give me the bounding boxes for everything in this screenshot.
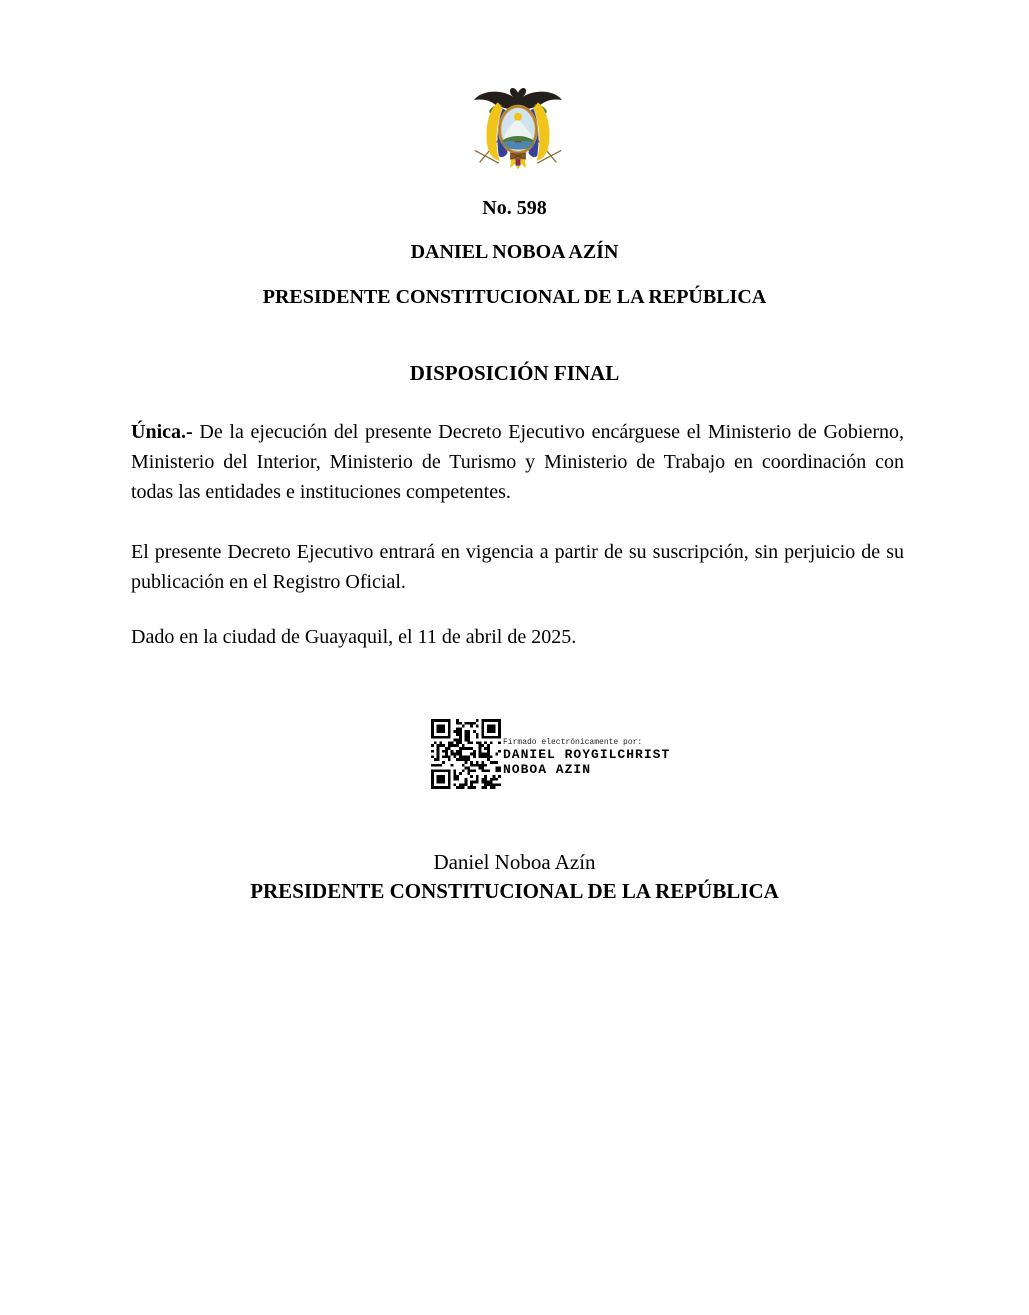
qr-code [431,719,501,789]
signed-electronically-label: Firmado electrónicamente por: [503,738,643,747]
section-heading: DISPOSICIÓN FINAL [409,361,620,385]
president-title-heading: PRESIDENTE CONSTITUCIONAL DE LA REPÚBLICA [262,286,767,308]
signer-stamp-name-line2: NOBOA AZIN [503,762,592,777]
signer-stamp-name-line1: DANIEL ROYGILCHRIST [503,747,671,762]
president-name-heading: DANIEL NOBOA AZÍN [410,241,619,263]
shield-sun [514,113,522,121]
issued-at-paragraph: Dado en la ciudad de Guayaquil, el 11 de abril de 2025. [131,626,577,648]
signature-stamp-text [503,719,670,777]
ecuador-coat-of-arms-icon [470,78,566,178]
decree-number: No. 598 [482,197,547,219]
article-lead: Única.- [131,421,193,443]
signer-name: Daniel Noboa Azín [433,850,596,874]
article-paragraph [131,417,904,507]
electronic-signature-stamp [431,719,670,789]
signer-title: PRESIDENTE CONSTITUCIONAL DE LA REPÚBLICA [250,879,779,903]
shield-boat [515,141,521,143]
article-text: De la ejecución del presente Decreto Ejecutivo encárguese el Ministerio de Gobierno, Ministerio del Interior, Ministerio de Turismo y Ministerio de Trabajo en coordinación con todas las entidades e instituciones competentes. [131,421,905,503]
effective-date-paragraph: El presente Decreto Ejecutivo entrará en vigencia a partir de su suscripción, sin perjuicio de su publicación en el Registro Oficial. [131,541,904,593]
